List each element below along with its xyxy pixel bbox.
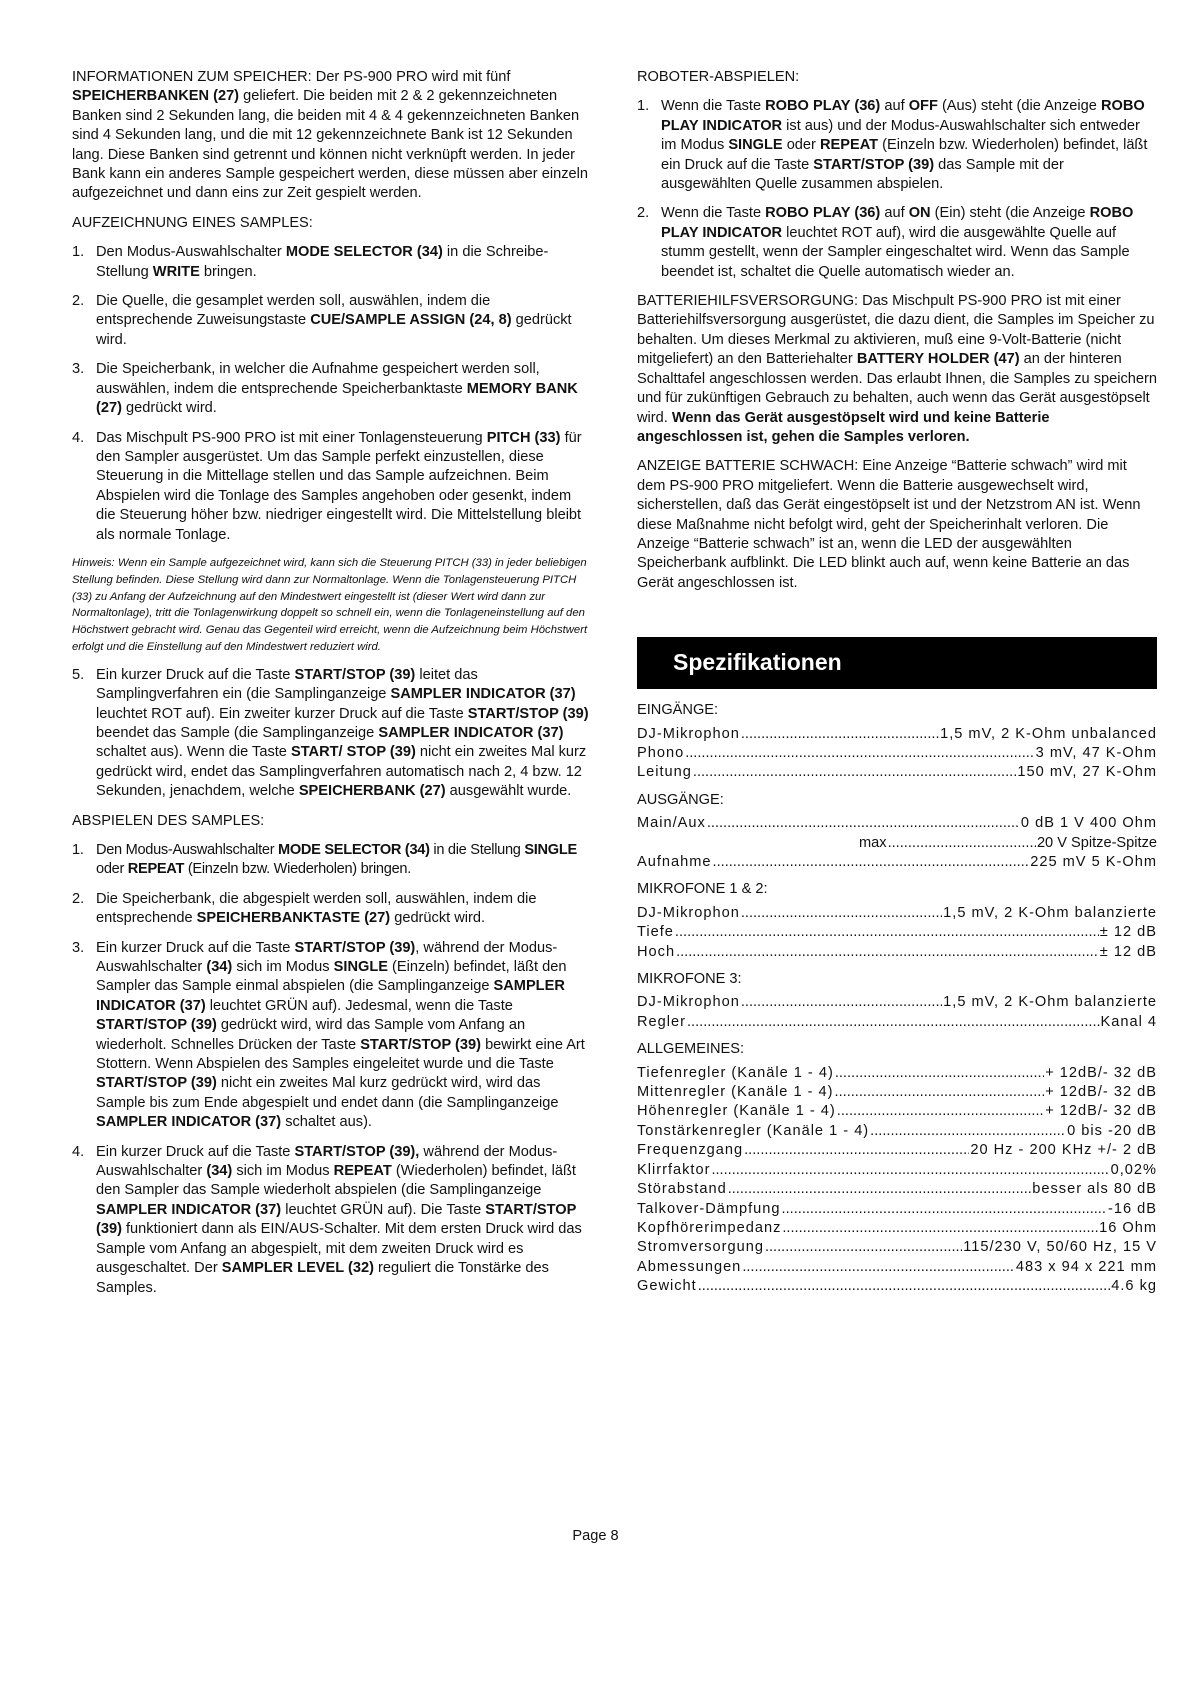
spec-row [637,1180,1157,1199]
dot-leader [782,1219,1098,1238]
bold-term: (34) [206,959,233,975]
spec-value: -16 dB [1108,1200,1157,1217]
list-item [72,292,590,350]
spec-value: 16 Ohm [1099,1219,1157,1236]
dot-leader [782,1200,1107,1219]
left-column [72,68,590,1308]
spec-row [637,923,1157,942]
spec-value: 1,5 mV, 2 K-Ohm balanzierte [943,994,1157,1011]
spec-value: 1,5 mV, 2 K-Ohm unbalanced [940,725,1157,742]
spec-group [637,701,1157,783]
spec-value: 20 V Spitze-Spitze [1036,834,1157,851]
dot-leader [837,1102,1044,1121]
text-run: (Einzeln bzw. Wiederholen) bringen. [184,861,411,878]
spec-row [637,993,1157,1012]
spec-row [637,763,1157,782]
bold-term: SPEICHERBANKEN (27) [72,88,240,105]
spec-value: besser als 80 dB [1032,1181,1157,1198]
bold-term: START/STOP (39) [360,1036,482,1053]
text-run: INFORMATIONEN ZUM SPEICHER: Der PS-900 PRO wird mit fünf [72,69,511,85]
list-item-number: 1. [637,98,650,115]
spec-label: Tiefenregler (Kanäle 1 - 4) [637,1064,834,1081]
spec-label: Tiefe [637,924,674,941]
record-step-5-list [72,666,590,802]
spec-table [637,701,1157,1296]
bold-term: ROBO PLAY INDICATOR [661,98,1145,134]
low-battery-paragraph [637,457,1157,593]
bold-term: SAMPLER INDICATOR (37) [390,686,576,703]
list-item-number: 1. [72,244,85,261]
text-run: schaltet aus). Wenn die Taste [96,744,291,761]
text-run: oder [782,137,820,154]
text-run: (Einzeln) befindet, läßt den Sampler das Sample einmal abspielen (die Samplinganzeige [96,959,567,995]
record-steps-list [72,243,590,545]
text-run: (Aus) steht (die Anzeige [937,98,1101,115]
spec-row [637,834,1157,853]
bold-term: ROBO PLAY INDICATOR [661,205,1134,241]
bold-term: SINGLE [524,841,577,858]
spec-label: Gewicht [637,1278,697,1295]
play-steps-list [72,841,590,1298]
text-run: leuchtet GRÜN auf). Die Taste [281,1201,486,1218]
dot-leader [870,1122,1066,1141]
spec-value: 225 mV 5 K-Ohm [1030,854,1157,870]
text-run: gedrückt wird. [96,312,572,348]
bold-term: SPEICHERBANK (27) [298,783,446,800]
bold-term: SAMPLER INDICATOR (37) [96,1201,282,1218]
spec-value: 0 bis -20 dB [1067,1122,1157,1139]
bold-term: MODE SELECTOR (34) [285,244,443,261]
bold-term: SAMPLER INDICATOR (37) [96,978,565,1014]
text-run: geliefert. Die beiden mit 2 & 2 gekennzeichneten Banken sind 2 Sekunden lang, die beiden mit 4 & 4 gekennzeichneten Banken sind 4 Sekunden lang, und die mit 12 gekennzeichnete Bank ist 12 Sekunden lang. Diese Banken sind getrennt und können nicht verknüpft werden. In jeder Bank kann ein anderes Sample gespeichert werden, diese müssen aber einzeln aufgezeichnet und dann eins zur Zeit gespielt werden. [72,88,588,202]
robot-heading: ROBOTER-ABSPIELEN: [637,69,800,85]
text-run: (Wiederholen) befindet, läßt den Sampler das Sample wiederholt abspielen (die Samplinganzeige [96,1163,576,1199]
dot-leader [765,1238,962,1257]
spec-group-heading: MIKROFONE 1 & 2: [637,881,768,898]
bold-term: REPEAT [819,137,879,154]
text-run: Ein kurzer Druck auf die Taste [96,666,295,683]
spec-row [637,943,1157,962]
list-item-number: 3. [72,361,85,378]
text-run: Ein kurzer Druck auf die Taste [96,939,295,956]
list-item-number: 1. [72,841,84,858]
text-run: ist aus) und der Modus-Auswahlschalter sich entweder im Modus [661,117,1140,154]
spec-group-heading: AUSGÄNGE: [637,791,724,808]
text-run: nicht ein zweites Mal kurz gedrückt wird, wird das Sample bis zum Ende abgespielt und endet dann (die Samplinganzeige [96,1075,559,1111]
bold-term: WRITE [152,263,200,280]
text-run: Ein kurzer Druck auf die Taste [96,1143,295,1160]
spec-group-heading: MIKROFONE 3: [637,971,742,988]
bold-term: START/STOP (39) [813,156,935,173]
spec-label: Kopfhörerimpedanz [637,1219,782,1236]
text-run: sich im Modus [232,959,334,975]
dot-leader [744,1141,969,1160]
bold-term: SAMPLER INDICATOR (37) [96,1114,282,1131]
text-run: Wenn die Taste [661,205,766,222]
text-run: nicht ein zweites Mal kurz gedrückt wird, endet das Samplingverfahren automatisch nach 2, 4 bzw. 12 Sekunden, jenachdem, welche [96,744,587,800]
text-run: gedrückt wird, wird das Sample vom Anfang an wiederholt. Schnelles Drücken der Taste [96,1017,526,1053]
spec-group-heading: ALLGEMEINES: [637,1041,745,1058]
list-item [72,939,590,1133]
list-item [72,890,590,929]
bold-term: (34) [206,1163,233,1180]
dot-leader [888,834,1036,853]
spec-row [637,1219,1157,1238]
dot-leader [711,1161,1109,1180]
spec-label: Höhenregler (Kanäle 1 - 4) [637,1103,836,1120]
text-run: sich im Modus [232,1163,334,1180]
spec-row [637,1161,1157,1180]
text-run: oder [96,861,128,878]
dot-leader [741,725,939,744]
list-item-number: 5. [72,666,85,683]
text-run: leuchtet ROT auf), wird die ausgewählte Quelle auf stumm gestellt, wenn der Sampler eingeschaltet wird. Wenn das Sample beendet ist, schaltet die Quelle automatisch wieder an. [661,224,1130,280]
dot-leader [728,1180,1032,1199]
text-run: während der Modus-Auswahlschalter [96,1143,558,1180]
spec-row [637,1141,1157,1160]
text-run: an der hinteren Schalttafel angeschlossen werden. Das erlaubt Ihnen, die Samples zu speichern und für zukünftigen Gebrauch zu behalten, auch wenn das Gerät ausgestöpselt wird. [637,351,1158,426]
spec-group [637,1040,1157,1296]
spec-title: Spezifikationen [673,649,842,676]
spec-value: + 12dB/- 32 dB [1045,1084,1157,1101]
spec-row [637,1102,1157,1121]
bold-term: MODE SELECTOR (34) [278,841,430,858]
text-run: Wenn die Taste [661,98,766,115]
text-run: beendet das Sample (die Samplinganzeige [96,724,379,741]
bold-term: START/STOP (39) [96,1075,217,1092]
bold-term: ON [908,205,931,222]
spec-value: Kanal 4 [1100,1013,1157,1030]
spec-value: 4.6 kg [1111,1278,1157,1295]
spec-row [637,1064,1157,1083]
spec-value: + 12dB/- 32 dB [1045,1064,1157,1081]
spec-row [637,1277,1157,1296]
list-item [72,1143,590,1298]
bold-term: START/STOP (39) [96,1201,577,1238]
page-number: Page 8 [572,1528,619,1544]
spec-label: Leitung [637,764,692,781]
memory-info-paragraph [72,68,590,204]
spec-value: 0,02% [1110,1161,1157,1178]
dot-leader [687,1013,1100,1032]
text-run: BATTERIEHILFSVERSORGUNG: Das Mischpult PS-900 PRO ist mit einer Batteriehilfsversorgung ausgerüstet, die dazu dient, die Samples im Speicher zu behalten. Um dieses Merkmal zu aktivieren, muß eine 9-Volt-Batterie (nicht mitgeliefert) an den Batteriehalter [637,293,1155,368]
list-item-number: 2. [637,205,650,222]
bold-term: Wenn das Gerät ausgestöpselt wird und keine Batterie angeschlossen ist, gehen die Samples verloren. [637,409,1050,445]
dot-leader [675,923,1099,942]
text-run: Den Modus-Auswahlschalter [96,244,286,261]
record-heading: AUFZEICHNUNG EINES SAMPLES: [72,214,313,231]
dot-leader [707,814,1020,833]
spec-value: 1,5 mV, 2 K-Ohm balanzierte [943,904,1157,921]
text-run: in die Schreibe-Stellung [96,244,549,280]
bold-term: SPEICHERBANKTASTE (27) [196,910,391,927]
list-item [72,429,590,545]
spec-group [637,880,1157,962]
text-run: bewirkt eine Art Stottern. Wenn Abspielen des Samples eingeleitet wurde und die Taste [96,1036,585,1073]
play-heading: ABSPIELEN DES SAMPLES: [72,812,265,829]
text-run: Das Mischpult PS-900 PRO ist mit einer Tonlagensteuerung [96,429,487,446]
bold-term: START/STOP (39) [294,939,416,956]
text-run: (Ein) steht (die Anzeige [930,205,1090,222]
spec-value: ± 12 dB [1099,943,1157,960]
spec-label: Störabstand [637,1181,727,1198]
spec-value: 3 mV, 47 K-Ohm [1035,744,1157,761]
spec-label: Phono [637,744,685,761]
dot-leader [713,853,1030,872]
spec-label: Stromversorgung [637,1239,764,1256]
spec-value: 150 mV, 27 K-Ohm [1017,764,1157,781]
spec-label: Talkover-Dämpfung [637,1200,781,1217]
spec-label: Regler [637,1013,686,1030]
list-item [72,243,590,282]
spec-row [637,1200,1157,1219]
spec-row [637,744,1157,763]
text-run: leuchtet ROT auf). Ein zweiter kurzer Druck auf die Taste [96,705,468,722]
text-run: Die Speicherbank, die abgespielt werden soll, auswählen, indem die entsprechende [96,890,537,927]
text-run: auf [880,98,909,115]
spec-label: Abmessungen [637,1258,742,1275]
spec-value: 20 Hz - 200 KHz +/- 2 dB [970,1142,1157,1159]
bold-term: START/STOP (39) [294,666,416,683]
bold-term: START/ STOP (39) [290,744,416,761]
dot-leader [742,1258,1015,1277]
text-run: ANZEIGE BATTERIE SCHWACH: Eine Anzeige “Batterie schwach” wird mit dem PS-900 PRO mitgeliefert. Wenn die Batterie ausgewechselt wird, sicherstellen, daß das Gerät eingestöpselt ist und der Netzstrom AN ist. Wenn diese Maßnahme nicht befolgt wird, geht der Speicherinhalt verloren. Die Anzeige “Batterie schwach” ist an, wenn die LED der ausgewählten Speicherbank aufblinkt. Die LED blinkt auch auf, wenn keine Batterie an das Gerät angeschlossen ist. [637,458,1141,591]
list-item-number: 2. [72,890,85,907]
spec-group [637,791,1157,873]
spec-row [637,725,1157,744]
text-run: Die Speicherbank, in welcher die Aufnahme gespeichert werden soll, auswählen, indem die entsprechende Speicherbanktaste [96,361,540,397]
list-item [72,360,590,418]
spec-row [637,1122,1157,1141]
spec-row [637,853,1157,872]
spec-group [637,970,1157,1032]
spec-label: DJ-Mikrophon [637,725,740,742]
bold-term: SINGLE [728,137,783,154]
dot-leader [741,993,942,1012]
battery-backup-paragraph [637,292,1157,447]
list-item [72,841,590,880]
bold-term: START/STOP (39), [294,1143,420,1160]
dot-leader [693,763,1017,782]
spec-label: Frequenzgang [637,1142,744,1159]
list-item [637,204,1157,282]
text-run: leuchtet GRÜN auf). Jedesmal, wenn die Taste [205,997,513,1014]
text-run: bringen. [199,263,257,280]
dot-leader [698,1277,1111,1296]
spec-row [637,1258,1157,1277]
bold-term: REPEAT [127,861,185,878]
text-run: das Sample mit der ausgewählten Quelle zusammen abspielen. [661,156,1064,193]
bold-term: BATTERY HOLDER (47) [856,351,1020,368]
text-run: leitet das Samplingverfahren ein (die Samplinganzeige [96,666,478,703]
bold-term: SAMPLER LEVEL (32) [221,1260,374,1277]
text-run: schaltet aus). [281,1114,372,1131]
spec-label: max [859,834,887,851]
dot-leader [835,1064,1044,1083]
spec-label: Mittenregler (Kanäle 1 - 4) [637,1084,834,1101]
right-column [637,68,1157,1305]
text-run: (Einzeln bzw. Wiederholen) befindet, läßt ein Druck auf die Taste [661,137,1148,173]
list-item-number: 4. [72,1143,85,1160]
bold-term: OFF [908,98,938,115]
spec-row [637,814,1157,833]
text-run: , während der Modus-Auswahlschalter [96,939,558,975]
dot-leader [676,943,1099,962]
spec-group-heading: EINGÄNGE: [637,702,719,719]
spec-value: 483 x 94 x 221 mm [1015,1258,1157,1275]
bold-term: START/STOP (39) [96,1017,217,1034]
spec-value: 0 dB 1 V 400 Ohm [1020,815,1157,832]
list-item-number: 3. [72,939,85,956]
spec-banner [637,637,1157,689]
spec-value: + 12dB/- 32 dB [1045,1103,1157,1120]
text-run: in die Stellung [429,841,525,858]
bold-term: REPEAT [333,1163,392,1180]
spec-row [637,904,1157,923]
list-item [72,666,590,802]
spec-label: DJ-Mikrophon [637,904,740,921]
dot-leader [835,1083,1045,1102]
text-run: Den Modus-Auswahlschalter [96,841,279,858]
spec-row [637,1083,1157,1102]
bold-term: SINGLE [333,959,388,975]
spec-row [637,1013,1157,1032]
bold-term: PITCH (33) [486,429,561,446]
dot-leader [685,744,1034,763]
spec-label: DJ-Mikrophon [637,994,740,1011]
bold-term: SAMPLER INDICATOR (37) [378,724,564,741]
bold-term: ROBO PLAY (36) [765,98,881,115]
text-run: auf [880,205,909,222]
bold-term: START/STOP (39) [467,705,589,722]
bold-term: ROBO PLAY (36) [765,205,881,222]
text-run: reguliert die Tonstärke des Samples. [96,1260,549,1296]
text-run: für den Sampler ausgerüstet. Um das Sample perfekt einzustellen, diese Steuerung in die Mittellage stellen und das Sample aufzeichnen. Beim Abspielen wird die Tonlage des Samples angehoben oder gesenkt, indem die Steuerung höher bzw. niedriger eingestellt wird. Die Mittelstellung bleibt als normale Tonlage. [96,429,582,543]
list-item-number: 2. [72,293,85,310]
spec-label: Klirrfaktor [637,1161,711,1178]
bold-term: MEMORY BANK (27) [96,380,578,417]
spec-label: Aufnahme [637,854,712,870]
bold-term: CUE/SAMPLE ASSIGN (24, 8) [310,312,512,329]
text-run: Die Quelle, die gesamplet werden soll, auswählen, indem die entsprechende Zuweisungstaste [96,293,491,329]
robot-steps-list [637,97,1157,282]
pitch-note: Hinweis: Wenn ein Sample aufgezeichnet wird, kann sich die Steuerung PITCH (33) in jeder beliebigen Stellung befinden. Diese Stellung wird dann zur Normaltonlage. Wenn die Tonlagensteuerung PITCH (33) zu Anfang der Aufzeichnung auf den Mindestwert eingestellt ist (dieser Wert wird dann zur Normaltonlage), tritt die Tonlagenwirkung doppelt so schnell ein, wenn die Tonlageneinstellung auf den Höchstwert gebracht wird. Genau das Gegenteil wird erreicht, wenn die Aufzeichnung beim Höchstwert erfolgt und die Einstellung auf den Mindestwert reduziert wird. [72,556,588,653]
spec-value: ± 12 dB [1099,924,1157,941]
text-run: gedrückt wird. [390,910,486,927]
dot-leader [741,904,942,923]
spec-label: Tonstärkenregler (Kanäle 1 - 4) [637,1122,870,1139]
spec-label: Main/Aux [637,815,706,832]
text-run: ausgewählt wurde. [445,783,572,800]
list-item [637,97,1157,194]
text-run: funktioniert dann als EIN/AUS-Schalter. Mit dem ersten Druck wird das Sample vom Anfang an abgespielt, mit dem zweiten Druck wird es ausgeschaltet. Der [96,1221,582,1277]
spec-label: Hoch [637,943,676,960]
spec-value: 115/230 V, 50/60 Hz, 15 V [963,1239,1157,1256]
text-run: gedrückt wird. [121,400,217,417]
spec-row [637,1238,1157,1257]
list-item-number: 4. [72,429,85,446]
